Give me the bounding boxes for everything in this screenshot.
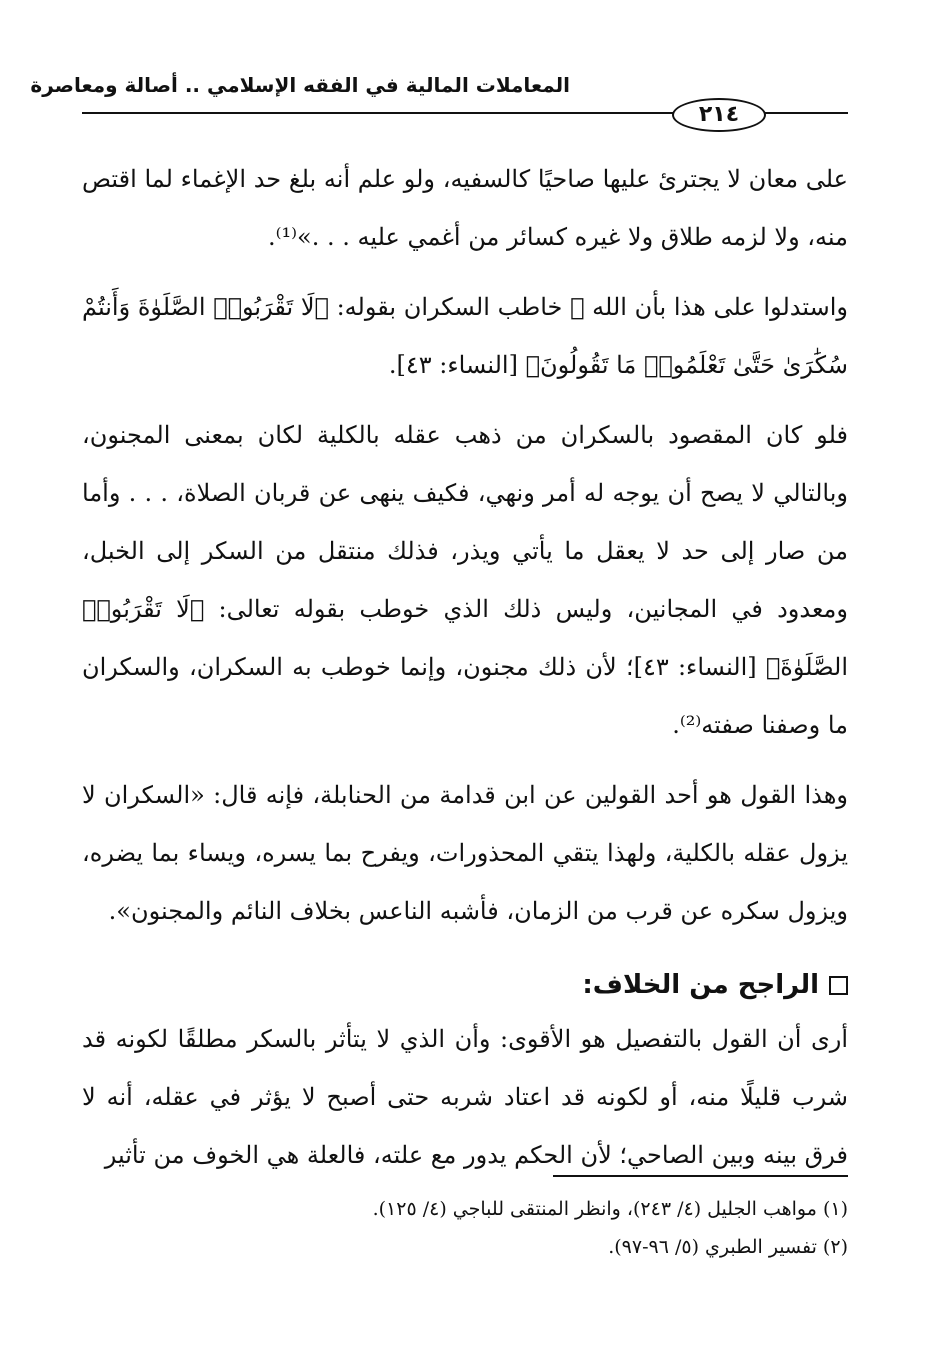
paragraph-4: وهذا القول هو أحد القولين عن ابن قدامة من الحنابلة، فإنه قال: «السكران لا يزول عقله بالكلية، ولهذا يتقي المحذورات، ويفرح بما يسره، ويساء بما يضره، ويزول سكره عن قرب من الزمان، فأشبه الناعس بخلاف النائم والمجنون».	[82, 781, 848, 925]
main-text	[82, 150, 848, 1184]
footnote-2: (٢) تفسير الطبري (٥/ ٩٦-٩٧).	[608, 1236, 848, 1258]
section-heading	[82, 960, 848, 1010]
footnotes	[82, 1190, 848, 1266]
paragraph-5: أرى أن القول بالتفصيل هو الأقوى: وأن الذي لا يتأثر بالسكر مطلقًا لكونه قد شرب قليلًا منه، أو لكونه قد اعتاد شربه حتى أصبح لا يؤثر في عقله، أنه لا فرق بينه وبين الصاحي؛ لأن الحكم يدور مع علته، فالعلة هي الخوف من تأثير	[82, 1025, 848, 1169]
section-heading-text: الراجح من الخلاف:	[582, 970, 819, 1000]
paragraph-3: فلو كان المقصود بالسكران من ذهب عقله بالكلية لكان بمعنى المجنون، وبالتالي لا يصح أن يوجه له أمر ونهي، فكيف ينهى عن قربان الصلاة، . . . وأما من صار إلى حد لا يعقل ما يأتي ويذر، فذلك منتقل من السكر إلى الخبل، ومعدود في المجانين، وليس ذلك الذي خوطب بقوله تعالى: ﴿لَا تَقْرَبُوا۟ الصَّلَوٰةَ﴾ [النساء: ٤٣]؛ لأن ذلك مجنون، وإنما خوطب به السكران، والسكران ما وصفنا صفته⁽²⁾.	[82, 421, 848, 739]
square-bullet-icon	[829, 976, 848, 995]
footnote-divider	[553, 1175, 848, 1177]
running-header-title: المعاملات المالية في الفقه الإسلامي .. أصالة ومعاصرة	[30, 73, 570, 97]
page-number-badge: ٢١٤	[672, 98, 766, 132]
paragraph-1: على معان لا يجترئ عليها صاحيًا كالسفيه، ولو علم أنه بلغ حد الإغماء لما اقتص منه، ولا لزمه طلاق ولا غيره كسائر من أغمي عليه . . .»⁽¹⁾.	[82, 165, 848, 251]
paragraph-2: واستدلوا على هذا بأن الله ﷻ خاطب السكران بقوله: ﴿لَا تَقْرَبُوا۟ الصَّلَوٰةَ وَأَنتُمْ سُكَٰرَىٰ حَتَّىٰ تَعْلَمُوا۟ مَا تَقُولُونَ﴾ [النساء: ٤٣].	[82, 293, 848, 379]
footnote-1: (١) مواهب الجليل (٤/ ٢٤٣)، وانظر المنتقى للباجي (٤/ ١٢٥).	[372, 1198, 848, 1220]
